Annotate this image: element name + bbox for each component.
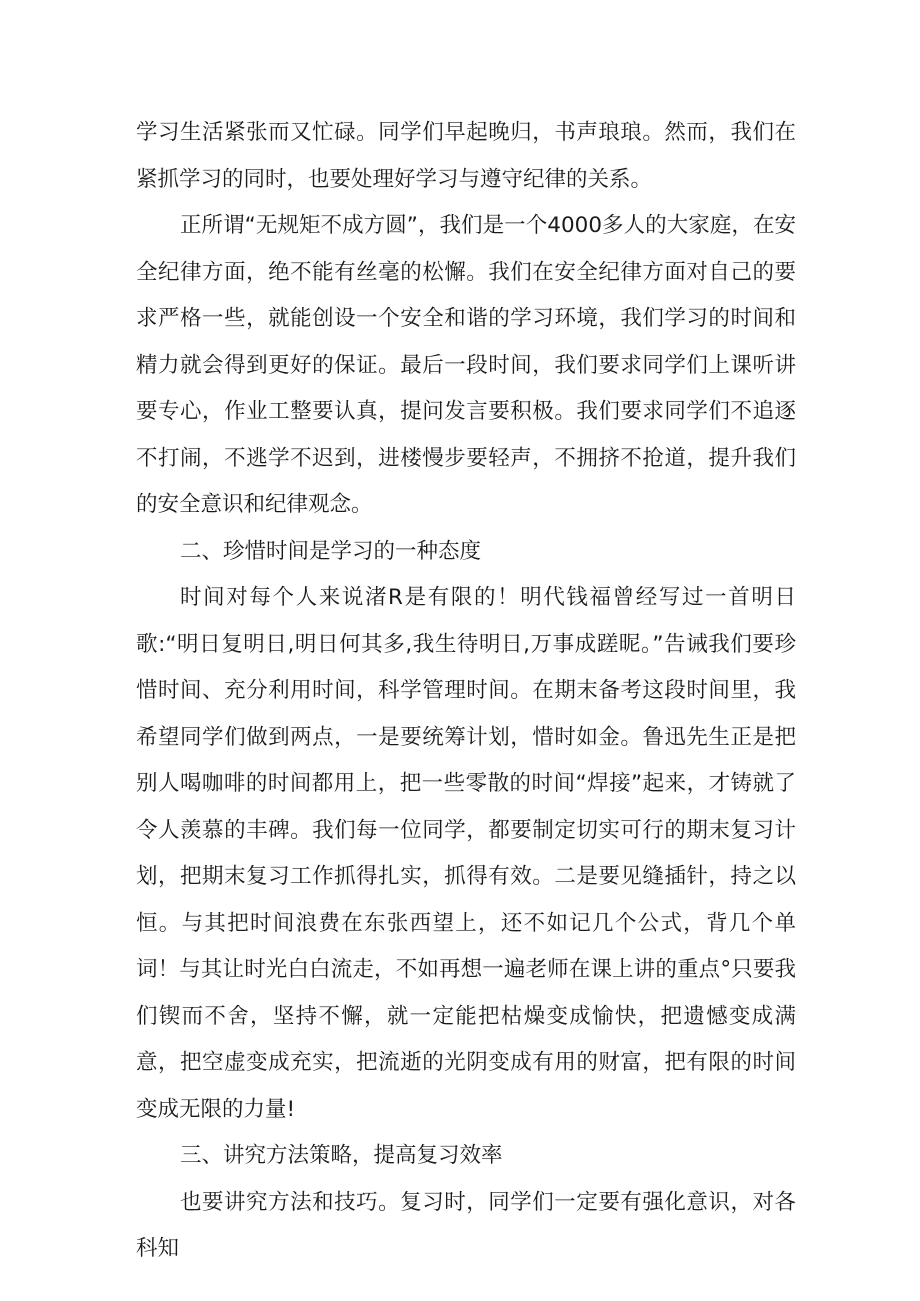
paragraph-method: 也要讲究方法和技巧。复习时，同学们一定要有强化意识，对各科知 xyxy=(136,1189,796,1261)
section-heading-method: 三、讲究方法策略，提高复习效率 xyxy=(180,1143,503,1168)
document-body xyxy=(136,110,796,1273)
paragraph-intro-continued: 学习生活紧张而又忙碌。同学们早起晚归，书声琅琅。然而，我们在紧抓学习的同时，也要处理好学习与遵守纪律的关系。 xyxy=(136,120,796,192)
paragraph-discipline: 正所谓“无规矩不成方圆”，我们是一个4000多人的大家庭，在安全纪律方面，绝不能有丝毫的松懈。我们在安全纪律方面对自己的要求严格一些，就能创设一个安全和谐的学习环境，我们学习的时间和精力就会得到更好的保证。最后一段时间，我们要求同学们上课听讲要专心，作业工整要认真，提问发言要积极。我们要求同学们不追逐不打闹，不逃学不迟到，进楼慢步要轻声，不拥挤不抢道，提升我们的安全意识和纪律观念。 xyxy=(136,213,796,517)
section-heading-time: 二、珍惜时间是学习的一种态度 xyxy=(180,538,482,564)
paragraph-time: 时间对每个人来说渚R是有限的！明代钱福曾经写过一首明日歌:“明日复明日,明日何其多,我生待明日,万事成蹉昵。”告诫我们要珍惜时间、充分利用时间，科学管理时间。在期末备考这段时间里，我希望同学们做到两点，一是要统筹计划，惜时如金。鲁迅先生正是把别人喝咖啡的时间都用上，把一些零散的时间“焊接”起来，才铸就了令人羡慕的丰碑。我们每一位同学，都要制定切实可行的期末复习计划，把期末复习工作抓得扎实，抓得有效。二是要见缝插针，持之以恒。与其把时间浪费在东张西望上，还不如记几个公式，背几个单词！与其让时光白白流走，不如再想一遍老师在课上讲的重点°只要我们锲而不舍，坚持不懈，就一定能把枯燥变成愉快，把遗憾变成满意，把空虚变成充实，把流逝的光阴变成有用的财富，把有限的时间变成无限的力量! xyxy=(136,585,796,1122)
